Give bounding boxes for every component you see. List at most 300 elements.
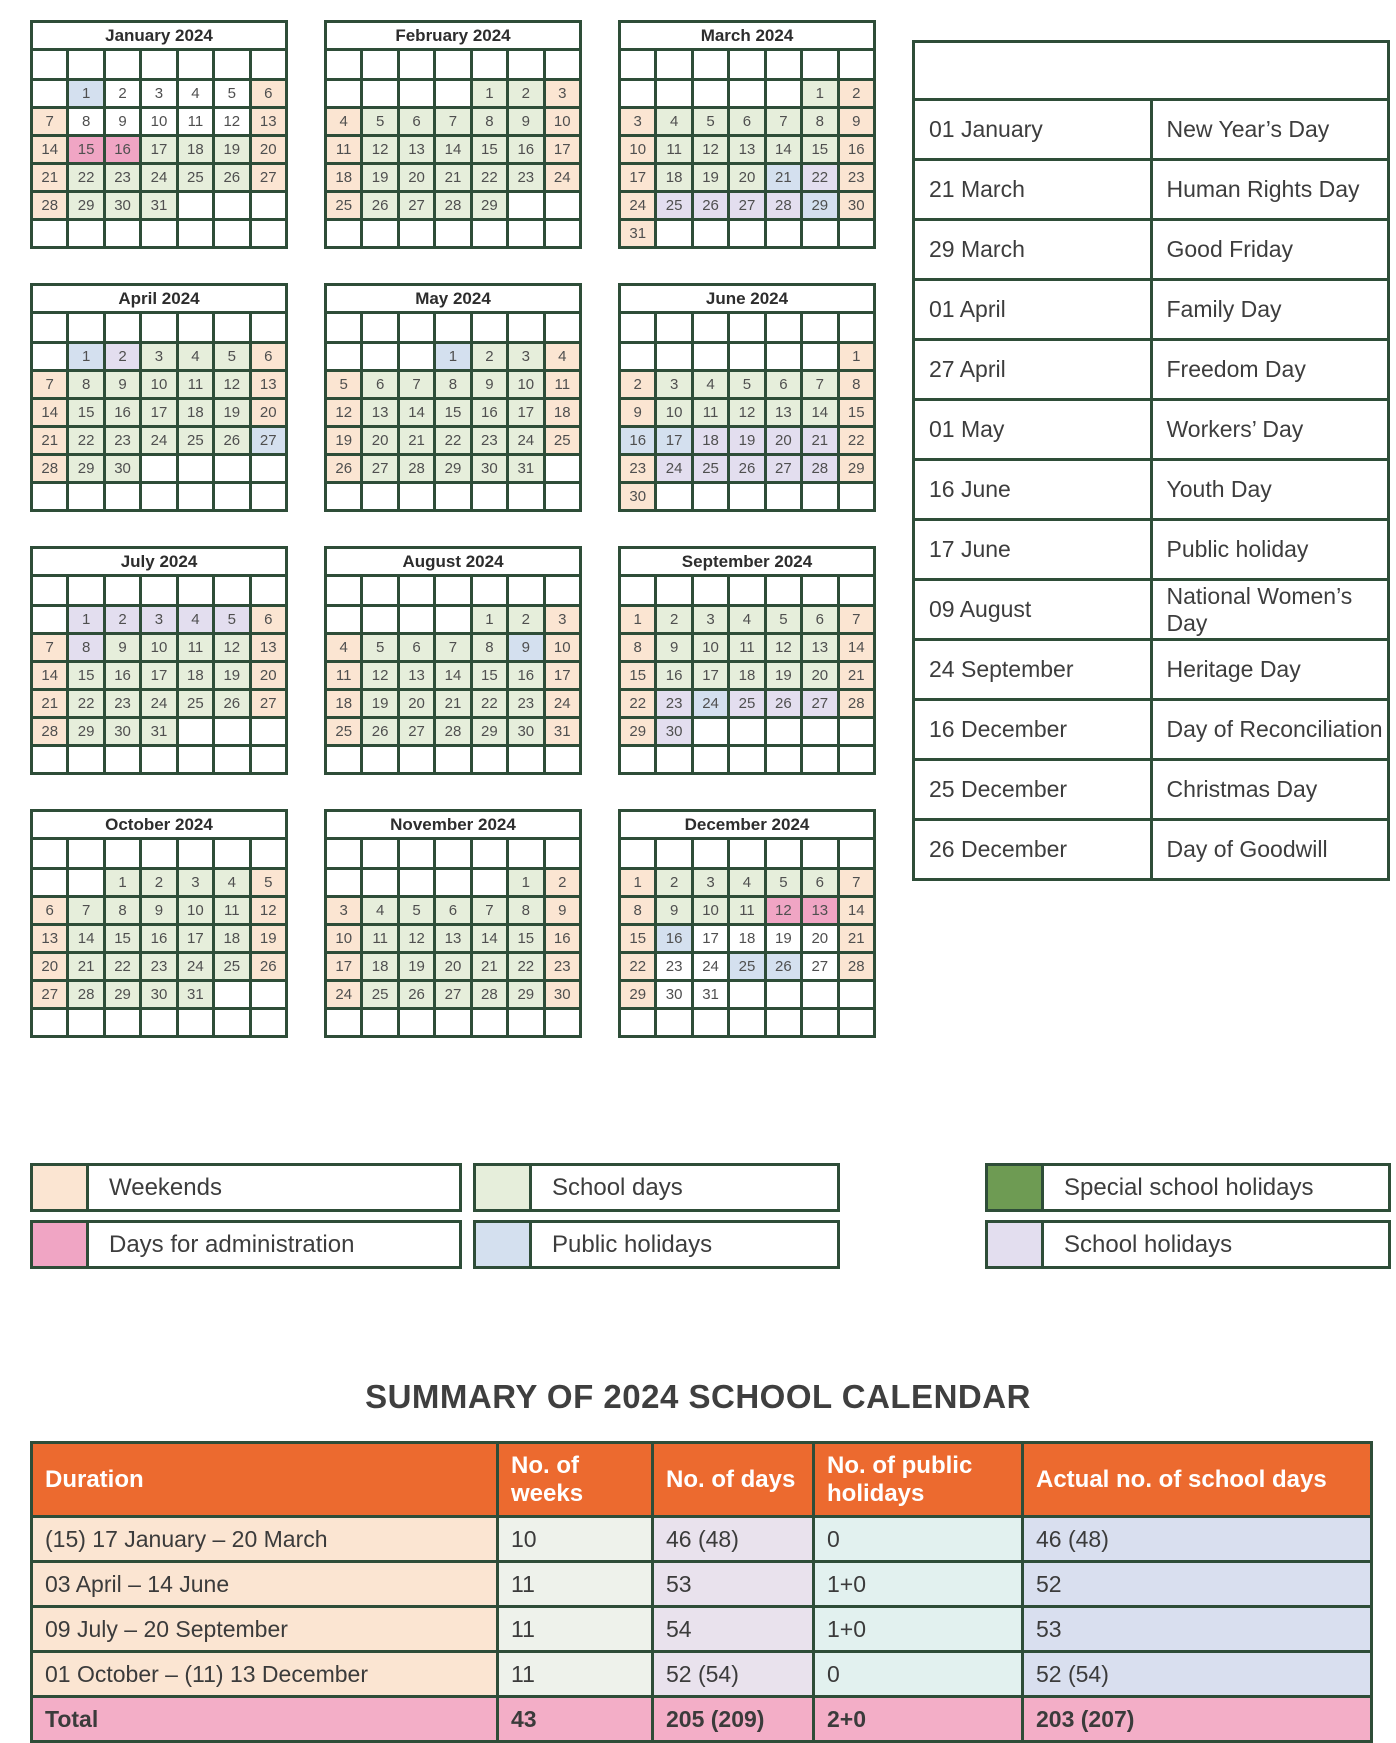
- day-cell: 13: [362, 399, 398, 427]
- summary-table: [30, 1441, 1373, 1743]
- day-cell: 9: [141, 897, 177, 925]
- day-cell: 11: [326, 662, 362, 690]
- day-cell: [104, 746, 140, 774]
- month-august-2024: [324, 546, 582, 775]
- legend-item-special: [985, 1163, 1391, 1212]
- day-cell: [508, 746, 544, 774]
- day-cell: 20: [729, 164, 765, 192]
- day-cell: 8: [508, 897, 544, 925]
- day-cell: 4: [177, 606, 213, 634]
- day-cell: 29: [802, 192, 838, 220]
- day-cell: 17: [656, 427, 692, 455]
- holiday-date: 25 December: [914, 760, 1152, 820]
- day-of-week-header: S: [838, 313, 874, 343]
- day-of-week-header: T: [177, 576, 213, 606]
- day-cell: 26: [214, 427, 250, 455]
- day-cell: 16: [141, 925, 177, 953]
- day-cell: 12: [214, 371, 250, 399]
- holiday-name: Christmas Day: [1151, 760, 1389, 820]
- day-cell: 9: [104, 108, 140, 136]
- day-cell: 18: [326, 690, 362, 718]
- day-cell: [692, 343, 728, 371]
- day-cell: 18: [362, 953, 398, 981]
- day-cell: 6: [250, 80, 286, 108]
- day-cell: [435, 483, 471, 511]
- day-cell: 1: [620, 606, 656, 634]
- day-cell: 8: [104, 897, 140, 925]
- day-cell: [802, 718, 838, 746]
- day-cell: 27: [435, 981, 471, 1009]
- month-title: August 2024: [326, 548, 581, 576]
- day-cell: 30: [656, 981, 692, 1009]
- day-cell: 12: [398, 925, 434, 953]
- holiday-name: National Women’s Day: [1151, 580, 1389, 640]
- day-cell: 5: [362, 634, 398, 662]
- summary-header-cell: No. of public holidays: [814, 1443, 1023, 1517]
- day-cell: 11: [656, 136, 692, 164]
- day-of-week-header: T: [765, 50, 801, 80]
- day-cell: 21: [32, 690, 68, 718]
- day-cell: 24: [692, 953, 728, 981]
- day-cell: 1: [471, 606, 507, 634]
- day-cell: 18: [692, 427, 728, 455]
- day-cell: 29: [68, 455, 104, 483]
- day-cell: 11: [729, 897, 765, 925]
- day-of-week-header: S: [32, 576, 68, 606]
- legend-swatch-special: [988, 1166, 1044, 1209]
- day-cell: 18: [177, 662, 213, 690]
- day-cell: 18: [177, 136, 213, 164]
- day-cell: 24: [656, 455, 692, 483]
- day-cell: 31: [620, 220, 656, 248]
- day-cell: 22: [620, 690, 656, 718]
- day-cell: 19: [362, 164, 398, 192]
- day-cell: 31: [141, 192, 177, 220]
- day-cell: [656, 483, 692, 511]
- month-title: April 2024: [32, 285, 287, 313]
- summary-cell: 11: [498, 1652, 653, 1697]
- day-cell: 27: [250, 164, 286, 192]
- day-cell: 25: [214, 953, 250, 981]
- day-cell: 28: [32, 192, 68, 220]
- day-cell: [250, 981, 286, 1009]
- day-cell: 15: [508, 925, 544, 953]
- day-cell: 10: [141, 371, 177, 399]
- day-cell: [508, 192, 544, 220]
- legend-swatch-school: [476, 1166, 532, 1209]
- day-cell: 26: [765, 953, 801, 981]
- day-cell: 12: [362, 662, 398, 690]
- day-cell: 11: [177, 634, 213, 662]
- day-cell: 7: [32, 108, 68, 136]
- day-cell: [68, 746, 104, 774]
- legend-swatch-public: [476, 1223, 532, 1266]
- day-cell: 18: [326, 164, 362, 192]
- day-cell: 1: [68, 606, 104, 634]
- day-cell: [620, 343, 656, 371]
- day-cell: 14: [765, 136, 801, 164]
- day-of-week-header: T: [692, 313, 728, 343]
- day-cell: 25: [326, 192, 362, 220]
- month-title: November 2024: [326, 811, 581, 839]
- day-of-week-header: T: [765, 839, 801, 869]
- day-of-week-header: M: [68, 50, 104, 80]
- day-cell: [656, 343, 692, 371]
- day-cell: [765, 981, 801, 1009]
- day-cell: 13: [802, 897, 838, 925]
- day-cell: 28: [838, 690, 874, 718]
- day-cell: 3: [656, 371, 692, 399]
- day-cell: 2: [508, 606, 544, 634]
- day-cell: 4: [177, 80, 213, 108]
- day-cell: 17: [544, 136, 580, 164]
- day-cell: 12: [214, 634, 250, 662]
- day-cell: 29: [471, 192, 507, 220]
- day-cell: 26: [692, 192, 728, 220]
- day-of-week-header: T: [692, 576, 728, 606]
- legend-label: Days for administration: [89, 1223, 459, 1266]
- holiday-date: 16 December: [914, 700, 1152, 760]
- holiday-name: Day of Reconciliation: [1151, 700, 1389, 760]
- day-cell: 7: [471, 897, 507, 925]
- day-of-week-header: S: [544, 576, 580, 606]
- holiday-date: 09 August: [914, 580, 1152, 640]
- holiday-date: 24 September: [914, 640, 1152, 700]
- summary-cell: 01 October – (11) 13 December: [32, 1652, 498, 1697]
- month-title: September 2024: [620, 548, 875, 576]
- day-cell: 21: [398, 427, 434, 455]
- day-cell: 24: [141, 164, 177, 192]
- day-of-week-header: W: [729, 50, 765, 80]
- day-cell: 3: [141, 80, 177, 108]
- month-title: March 2024: [620, 22, 875, 50]
- day-of-week-header: F: [214, 50, 250, 80]
- day-cell: 4: [692, 371, 728, 399]
- day-cell: 13: [765, 399, 801, 427]
- day-cell: 27: [802, 690, 838, 718]
- day-cell: 15: [471, 136, 507, 164]
- day-cell: 17: [544, 662, 580, 690]
- holiday-date: 26 December: [914, 820, 1152, 880]
- day-cell: 3: [620, 108, 656, 136]
- day-cell: [544, 1009, 580, 1037]
- day-cell: 24: [692, 690, 728, 718]
- day-of-week-header: W: [141, 839, 177, 869]
- day-cell: [326, 483, 362, 511]
- day-cell: 22: [471, 164, 507, 192]
- day-cell: 2: [656, 869, 692, 897]
- summary-cell: 10: [498, 1517, 653, 1562]
- day-cell: 29: [508, 981, 544, 1009]
- day-of-week-header: T: [104, 50, 140, 80]
- day-cell: 2: [620, 371, 656, 399]
- legend-item-admin: [30, 1220, 462, 1269]
- day-of-week-header: M: [362, 576, 398, 606]
- holiday-date: 01 April: [914, 280, 1152, 340]
- day-cell: 20: [765, 427, 801, 455]
- day-cell: 20: [398, 164, 434, 192]
- day-of-week-header: M: [362, 313, 398, 343]
- day-cell: [398, 746, 434, 774]
- day-cell: [435, 606, 471, 634]
- day-cell: 30: [104, 455, 140, 483]
- day-cell: [398, 1009, 434, 1037]
- day-cell: [692, 718, 728, 746]
- day-cell: 15: [68, 136, 104, 164]
- day-of-week-header: M: [68, 839, 104, 869]
- day-cell: 31: [544, 718, 580, 746]
- day-cell: 11: [692, 399, 728, 427]
- day-cell: [802, 220, 838, 248]
- day-cell: [471, 220, 507, 248]
- day-of-week-header: S: [326, 313, 362, 343]
- day-cell: 11: [177, 108, 213, 136]
- day-cell: 22: [435, 427, 471, 455]
- day-cell: [620, 746, 656, 774]
- day-cell: 5: [326, 371, 362, 399]
- day-cell: 13: [250, 108, 286, 136]
- day-cell: 1: [508, 869, 544, 897]
- day-cell: [68, 483, 104, 511]
- day-cell: [214, 718, 250, 746]
- day-cell: 18: [656, 164, 692, 192]
- day-cell: 13: [32, 925, 68, 953]
- day-of-week-header: M: [656, 50, 692, 80]
- day-cell: [398, 80, 434, 108]
- day-cell: 2: [104, 606, 140, 634]
- day-cell: 21: [471, 953, 507, 981]
- day-cell: 24: [544, 690, 580, 718]
- day-cell: 9: [620, 399, 656, 427]
- legend-item-school: [473, 1163, 840, 1212]
- month-march-2024: [618, 20, 876, 249]
- legend-swatch-weekend: [33, 1166, 89, 1209]
- day-cell: [32, 80, 68, 108]
- holiday-row: [914, 700, 1389, 760]
- month-october-2024: [30, 809, 288, 1038]
- day-cell: [214, 220, 250, 248]
- holiday-row: [914, 460, 1389, 520]
- day-cell: [141, 1009, 177, 1037]
- day-cell: [508, 483, 544, 511]
- day-cell: [838, 718, 874, 746]
- day-cell: [435, 869, 471, 897]
- day-cell: 12: [250, 897, 286, 925]
- day-cell: [362, 343, 398, 371]
- day-cell: 26: [214, 164, 250, 192]
- day-cell: 22: [68, 427, 104, 455]
- day-cell: 16: [838, 136, 874, 164]
- day-cell: 25: [362, 981, 398, 1009]
- day-cell: 20: [362, 427, 398, 455]
- day-cell: 21: [32, 164, 68, 192]
- day-cell: 9: [656, 897, 692, 925]
- day-cell: 11: [729, 634, 765, 662]
- day-cell: 26: [362, 192, 398, 220]
- day-cell: [362, 483, 398, 511]
- legend-swatch-school-holiday: [988, 1223, 1044, 1266]
- day-of-week-header: T: [765, 313, 801, 343]
- day-cell: [729, 718, 765, 746]
- day-cell: 15: [68, 662, 104, 690]
- day-of-week-header: S: [250, 576, 286, 606]
- summary-row: [32, 1517, 1372, 1562]
- day-cell: 24: [508, 427, 544, 455]
- day-cell: 23: [838, 164, 874, 192]
- day-cell: [729, 981, 765, 1009]
- day-cell: 18: [729, 662, 765, 690]
- day-cell: 23: [656, 953, 692, 981]
- day-cell: 17: [141, 662, 177, 690]
- day-cell: 6: [32, 897, 68, 925]
- day-cell: 25: [177, 164, 213, 192]
- day-of-week-header: T: [398, 313, 434, 343]
- day-cell: 28: [32, 718, 68, 746]
- summary-cell: 54: [653, 1607, 814, 1652]
- day-cell: 27: [398, 192, 434, 220]
- summary-cell: 46 (48): [653, 1517, 814, 1562]
- day-cell: 27: [250, 690, 286, 718]
- day-of-week-header: S: [250, 313, 286, 343]
- day-cell: [765, 80, 801, 108]
- day-cell: 14: [471, 925, 507, 953]
- holiday-row: [914, 100, 1389, 160]
- day-cell: 16: [104, 662, 140, 690]
- day-cell: 6: [802, 606, 838, 634]
- day-of-week-header: F: [802, 576, 838, 606]
- day-cell: [656, 1009, 692, 1037]
- day-cell: 3: [692, 869, 728, 897]
- day-of-week-header: T: [471, 839, 507, 869]
- day-cell: 20: [250, 662, 286, 690]
- summary-cell: 1+0: [814, 1562, 1023, 1607]
- day-cell: 18: [214, 925, 250, 953]
- holiday-date: 27 April: [914, 340, 1152, 400]
- summary-total-cell: 43: [498, 1697, 653, 1742]
- holiday-name: Human Rights Day: [1151, 160, 1389, 220]
- holiday-row: [914, 400, 1389, 460]
- day-cell: 25: [177, 427, 213, 455]
- day-cell: 2: [838, 80, 874, 108]
- day-cell: 21: [838, 662, 874, 690]
- day-cell: 11: [544, 371, 580, 399]
- day-cell: 22: [68, 164, 104, 192]
- day-cell: 7: [765, 108, 801, 136]
- holiday-name: Public holiday: [1151, 520, 1389, 580]
- day-cell: 26: [765, 690, 801, 718]
- day-cell: 10: [692, 634, 728, 662]
- day-cell: 1: [838, 343, 874, 371]
- day-cell: 22: [471, 690, 507, 718]
- summary-cell: 46 (48): [1023, 1517, 1372, 1562]
- day-cell: [177, 718, 213, 746]
- day-of-week-header: S: [326, 839, 362, 869]
- day-cell: 16: [471, 399, 507, 427]
- day-cell: [32, 220, 68, 248]
- day-cell: 15: [68, 399, 104, 427]
- day-of-week-header: W: [729, 839, 765, 869]
- day-cell: 14: [398, 399, 434, 427]
- day-cell: 7: [838, 869, 874, 897]
- day-of-week-header: T: [765, 576, 801, 606]
- day-cell: [802, 343, 838, 371]
- day-cell: 27: [398, 718, 434, 746]
- day-cell: [141, 483, 177, 511]
- day-cell: 16: [104, 136, 140, 164]
- day-cell: 13: [729, 136, 765, 164]
- day-cell: 28: [838, 953, 874, 981]
- day-cell: 3: [141, 343, 177, 371]
- day-cell: 12: [214, 108, 250, 136]
- day-cell: 15: [620, 925, 656, 953]
- day-cell: 6: [398, 108, 434, 136]
- day-cell: [692, 80, 728, 108]
- month-title: May 2024: [326, 285, 581, 313]
- day-cell: 8: [838, 371, 874, 399]
- month-june-2024: [618, 283, 876, 512]
- day-cell: [765, 1009, 801, 1037]
- day-cell: 6: [250, 606, 286, 634]
- day-cell: 6: [729, 108, 765, 136]
- day-cell: 3: [544, 80, 580, 108]
- day-of-week-header: S: [620, 313, 656, 343]
- day-cell: [32, 1009, 68, 1037]
- day-cell: [326, 606, 362, 634]
- day-cell: 4: [326, 108, 362, 136]
- day-of-week-header: T: [471, 313, 507, 343]
- day-cell: 6: [765, 371, 801, 399]
- day-cell: 23: [471, 427, 507, 455]
- day-cell: 26: [326, 455, 362, 483]
- day-cell: [68, 869, 104, 897]
- day-of-week-header: M: [68, 313, 104, 343]
- day-cell: 19: [214, 662, 250, 690]
- holiday-row: [914, 820, 1389, 880]
- day-cell: 19: [765, 925, 801, 953]
- legend-label: School holidays: [1044, 1223, 1388, 1266]
- day-cell: 23: [508, 690, 544, 718]
- summary-header-cell: Actual no. of school days: [1023, 1443, 1372, 1517]
- day-cell: 16: [620, 427, 656, 455]
- legend-label: Special school holidays: [1044, 1166, 1388, 1209]
- legend-label: Weekends: [89, 1166, 459, 1209]
- day-cell: 29: [471, 718, 507, 746]
- summary-cell: 53: [1023, 1607, 1372, 1652]
- day-cell: 8: [620, 897, 656, 925]
- legend-item-school-holiday: [985, 1220, 1391, 1269]
- day-cell: 10: [544, 634, 580, 662]
- day-cell: 25: [692, 455, 728, 483]
- day-cell: [214, 1009, 250, 1037]
- holiday-name: Youth Day: [1151, 460, 1389, 520]
- holiday-name: Day of Goodwill: [1151, 820, 1389, 880]
- day-cell: 3: [141, 606, 177, 634]
- day-cell: [729, 80, 765, 108]
- day-cell: 9: [508, 108, 544, 136]
- day-cell: 22: [68, 690, 104, 718]
- month-december-2024: [618, 809, 876, 1038]
- day-cell: [729, 220, 765, 248]
- day-cell: 16: [544, 925, 580, 953]
- day-cell: 22: [620, 953, 656, 981]
- day-cell: [656, 220, 692, 248]
- day-cell: 29: [435, 455, 471, 483]
- day-cell: 4: [362, 897, 398, 925]
- day-cell: [104, 483, 140, 511]
- day-cell: 10: [692, 897, 728, 925]
- day-cell: [471, 746, 507, 774]
- day-cell: [802, 1009, 838, 1037]
